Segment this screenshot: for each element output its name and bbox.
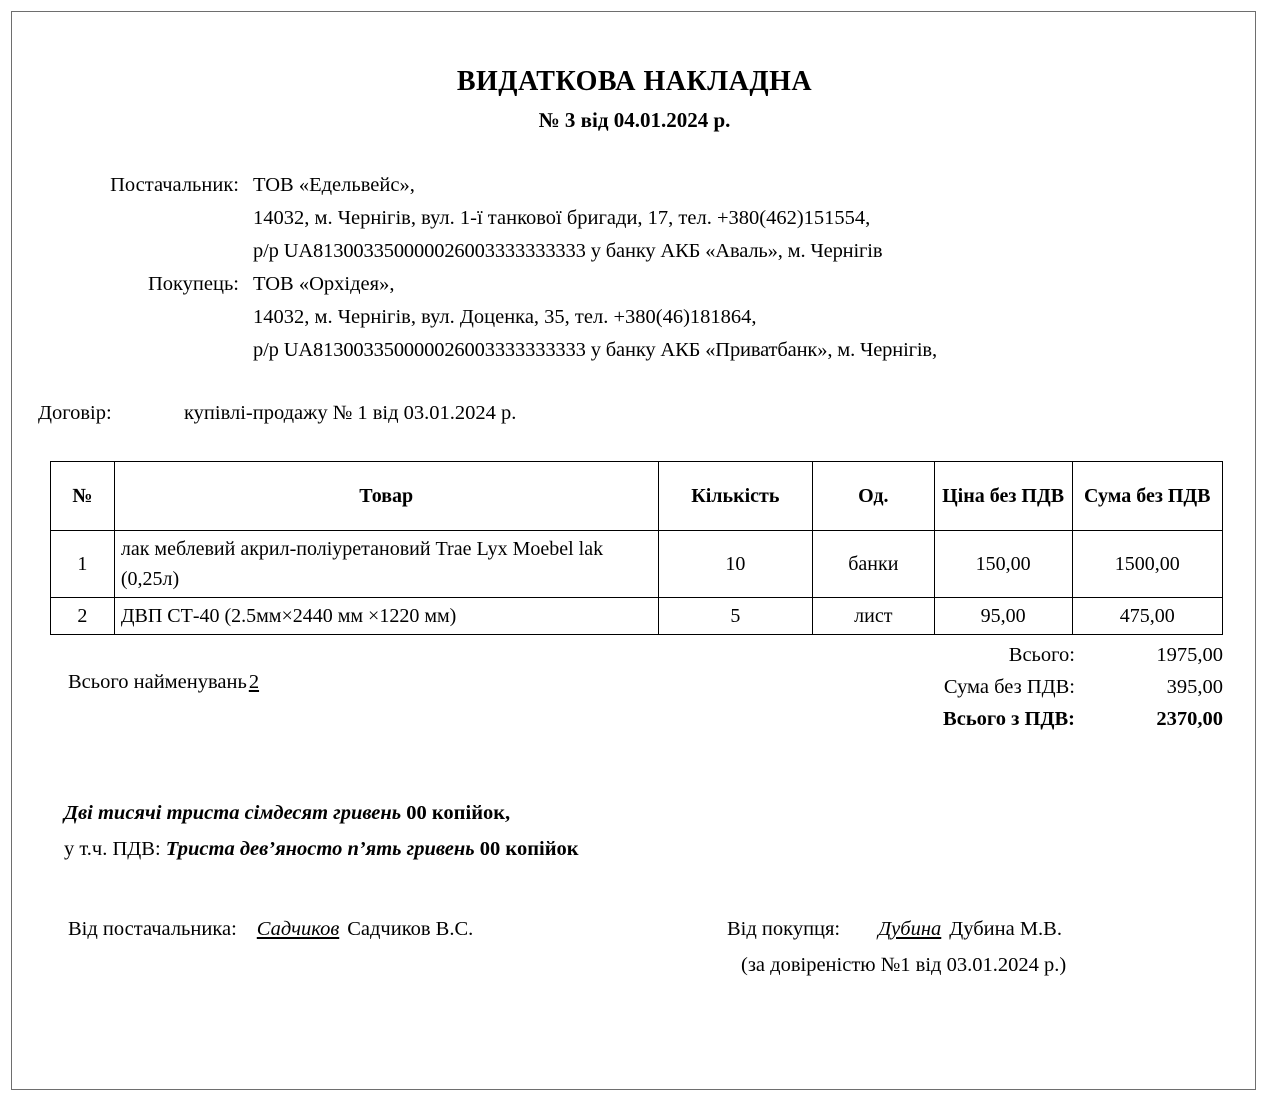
header-unit: Од.: [813, 462, 935, 531]
contract-label: Договір:: [38, 402, 112, 424]
supplier-signature-label: Від постачальника:: [68, 918, 237, 940]
supplier-address: 14032, м. Чернігів, вул. 1-ї танкової бригади, 17, тел. +380(462)151554,: [253, 207, 871, 229]
header-price: Ціна без ПДВ: [934, 462, 1072, 531]
buyer-address: 14032, м. Чернігів, вул. Доценка, 35, тел. +380(46)181864,: [253, 306, 757, 328]
header-name: Товар: [114, 462, 658, 531]
signatures-block: [12, 913, 1257, 1003]
buyer-label: Покупець:: [147, 273, 239, 295]
supplier-bank-row: [38, 235, 1257, 268]
row-name: ДВП СТ-40 (2.5мм×2440 мм ×1220 мм): [114, 598, 658, 635]
totals-block: [803, 639, 1223, 735]
row-price: 95,00: [934, 598, 1072, 635]
buyer-bank-account: р/р UA813003350000026003333333333 у банку АКБ «Приватбанк», м. Чернігів,: [253, 339, 937, 361]
buyer-bank-row: [38, 334, 1257, 367]
supplier-address-row: [38, 202, 1257, 235]
amount-kopecks-vat: 00 копійок: [479, 838, 579, 860]
row-qty: 5: [658, 598, 812, 635]
row-sum: 475,00: [1072, 598, 1222, 635]
names-count: [68, 671, 259, 694]
supplier-bank-account: р/р UA813003350000026003333333333 у банку АКБ «Аваль», м. Чернігів: [253, 240, 883, 262]
buyer-name: ТОВ «Орхідея»,: [253, 273, 395, 295]
names-count-value: 2: [248, 671, 260, 693]
supplier-signature-mark: Садчиков: [256, 918, 340, 940]
buyer-signature-row: [727, 913, 1066, 981]
row-unit: банки: [813, 531, 935, 598]
buyer-address-row: [38, 301, 1257, 334]
buyer-signature-mark: Дубина: [878, 918, 942, 940]
parties-block: [12, 169, 1257, 367]
amount-kopecks-total: 00 копійок,: [406, 802, 511, 824]
row-qty: 10: [658, 531, 812, 598]
contract-row: [12, 397, 1257, 429]
supplier-signature-name: Садчиков В.С.: [347, 918, 474, 940]
amount-words-total: Дві тисячі триста сімдесят гривень: [64, 802, 402, 824]
row-sum: 1500,00: [1072, 531, 1222, 598]
row-unit: лист: [813, 598, 935, 635]
subtotal-row: [803, 639, 1223, 671]
contract-value: купівлі-продажу № 1 від 03.01.2024 р.: [184, 402, 517, 424]
header-qty: Кількість: [658, 462, 812, 531]
document-body: [12, 12, 1257, 1091]
buyer-power-of-attorney-note: (за довіреністю №1 від 03.01.2024 р.): [741, 954, 1067, 976]
grand-total-row: [803, 703, 1223, 735]
document-page: [11, 11, 1256, 1090]
amount-in-words-block: [12, 795, 1257, 867]
row-num: 1: [51, 531, 115, 598]
subtotal-label: Всього:: [1008, 644, 1075, 666]
items-table-wrapper: [12, 461, 1257, 635]
amount-in-words-line-1: [64, 795, 1257, 831]
table-row: [51, 531, 1223, 598]
subtotal-value: 1975,00: [1156, 644, 1223, 666]
document-number-date: № 3 від 04.01.2024 р.: [538, 108, 731, 132]
supplier-signature-row: [68, 913, 473, 945]
buyer-signature-name: Дубина М.В.: [949, 918, 1062, 940]
vat-words-prefix: у т.ч. ПДВ:: [64, 838, 161, 860]
supplier-label: Постачальник:: [110, 174, 239, 196]
page-title: ВИДАТКОВА НАКЛАДНА: [456, 66, 813, 97]
table-row: [51, 598, 1223, 635]
header-sum: Сума без ПДВ: [1072, 462, 1222, 531]
grand-total-value: 2370,00: [1156, 708, 1223, 730]
amount-in-words-line-2: [64, 831, 1257, 867]
header-num: №: [51, 462, 115, 531]
items-table: [50, 461, 1223, 635]
row-price: 150,00: [934, 531, 1072, 598]
vat-value: 395,00: [1166, 676, 1223, 698]
grand-total-label: Всього з ПДВ:: [943, 708, 1075, 730]
buyer-name-row: [38, 268, 1257, 301]
vat-label: Сума без ПДВ:: [943, 676, 1075, 698]
vat-row: [803, 671, 1223, 703]
row-num: 2: [51, 598, 115, 635]
buyer-signature-label: Від покупця:: [727, 918, 841, 940]
names-count-label: Всього найменувань: [68, 671, 247, 693]
supplier-name: ТОВ «Едельвейс»,: [253, 174, 415, 196]
totals-area: [12, 639, 1257, 743]
table-header-row: [51, 462, 1223, 531]
supplier-name-row: [38, 169, 1257, 202]
row-name: лак меблевий акрил-поліуретановий Trae Lyx Moebel lak (0,25л): [114, 531, 658, 598]
amount-words-vat: Триста дев’яносто п’ять гривень: [165, 838, 475, 860]
